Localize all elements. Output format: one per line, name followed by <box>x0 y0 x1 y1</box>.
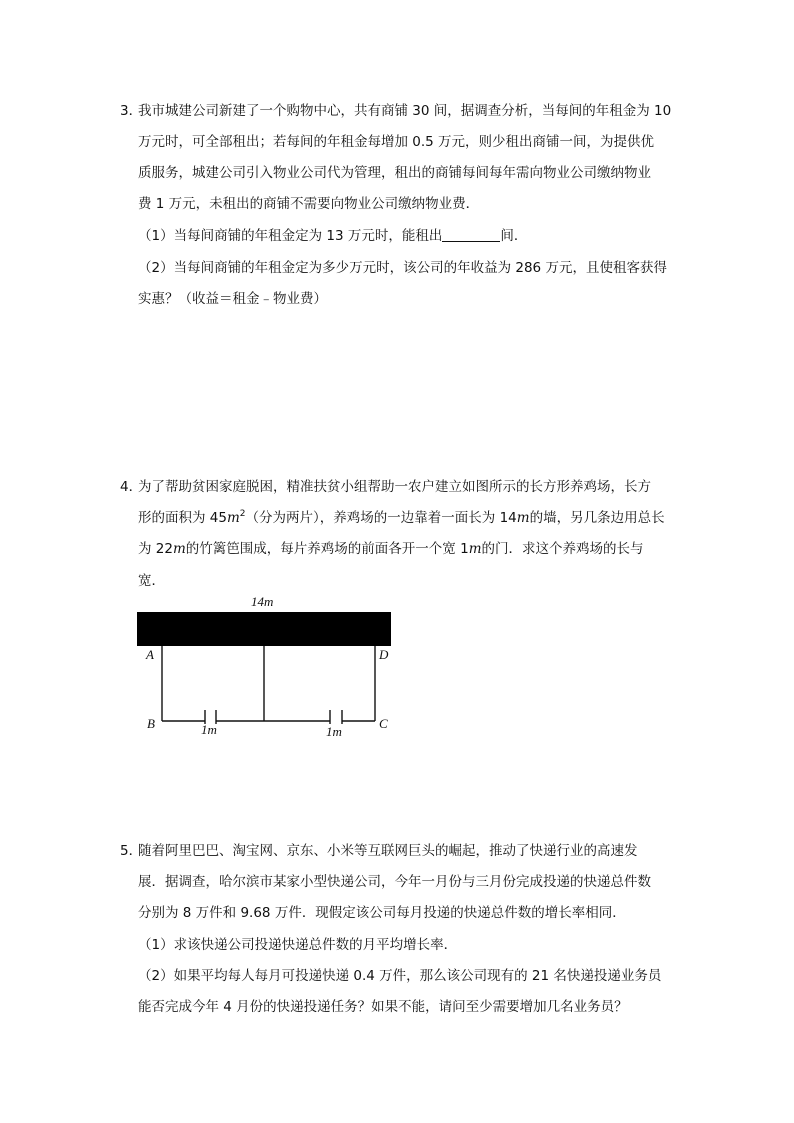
question-text: 随着阿里巴巴、淘宝网、京东、小米等互联网巨头的崛起，推动了快递行业的高速发 <box>138 843 638 859</box>
sub-question-2-cont: 能否完成今年 4 月份的快递投递任务？如果不能，请问至少需要增加几名业务员？ <box>138 999 628 1015</box>
question-text: 展．据调查，哈尔滨市某家小型快递公司，今年一月份与三月份完成投递的快递总件数 <box>138 874 651 890</box>
question-text: 费 1 万元，未租出的商铺不需要向物业公司缴纳物业费． <box>138 196 480 212</box>
text-fragment: 的竹篱笆围成，每片养鸡场的前面各开一个宽 1 <box>185 541 469 557</box>
unit: m <box>468 541 482 557</box>
text-fragment: 形的面积为 45 <box>138 510 227 526</box>
question-text: 分别为 8 万件和 9.68 万件．现假定该公司每月投递的快递总件数的增长率相同． <box>138 905 626 921</box>
point-label-b: B <box>147 716 155 731</box>
wall <box>137 612 391 646</box>
sub-question-2: （2）当每间商铺的年租金定为多少万元时，该公司的年收益为 286 万元，且使租客获得 <box>138 260 667 276</box>
wall-length-label: 14m <box>251 594 274 609</box>
text-fragment: 的墙，另几条边用总长 <box>529 510 665 526</box>
text-fragment: 为 22 <box>138 541 173 557</box>
question-number: 3． <box>120 103 143 119</box>
question-number: 5． <box>120 843 143 859</box>
question-text: 我市城建公司新建了一个购物中心，共有商铺 30 间，据调查分析，当每间的年租金为 10 <box>138 103 672 119</box>
question-text: 万元时，可全部租出；若每间的年租金每增加 0.5 万元，则少租出商铺一间，为提供优 <box>138 134 655 150</box>
gate-width-label: 1m <box>201 722 217 737</box>
point-label-c: C <box>379 716 388 731</box>
unit: m <box>226 510 240 526</box>
question-text: 质服务，城建公司引入物业公司代为管理，租出的商铺每间每年需向物业公司缴纳物业 <box>138 165 651 181</box>
unit: m <box>516 510 530 526</box>
sub-question-1: （1）求该快递公司投递快递总件数的月平均增长率． <box>138 937 458 953</box>
point-label-a: A <box>146 647 154 662</box>
point-label-d: D <box>379 647 389 662</box>
question-text: 宽． <box>138 573 165 589</box>
unit: m <box>172 541 186 557</box>
sub-question-text: 间． <box>500 228 528 244</box>
sub-question-2-cont: 实惠？（收益＝租金﹣物业费） <box>138 291 327 307</box>
question-text: 为了帮助贫困家庭脱困，精准扶贫小组帮助一农户建立如图所示的长方形养鸡场，长方 <box>138 479 651 495</box>
exponent: 2 <box>239 509 246 519</box>
gate-width-label: 1m <box>326 724 342 739</box>
text-fragment: 的门．求这个养鸡场的长与 <box>481 541 644 557</box>
question-number: 4． <box>120 479 143 495</box>
sub-question-2: （2）如果平均每人每月可投递快递 0.4 万件，那么该公司现有的 21 名快递投递业务员 <box>138 968 662 984</box>
text-fragment: （分为两片），养鸡场的一边靠着一面长为 14 <box>245 510 517 526</box>
sub-question-text: （1）当每间商铺的年租金定为 13 万元时，能租出 <box>138 228 443 244</box>
